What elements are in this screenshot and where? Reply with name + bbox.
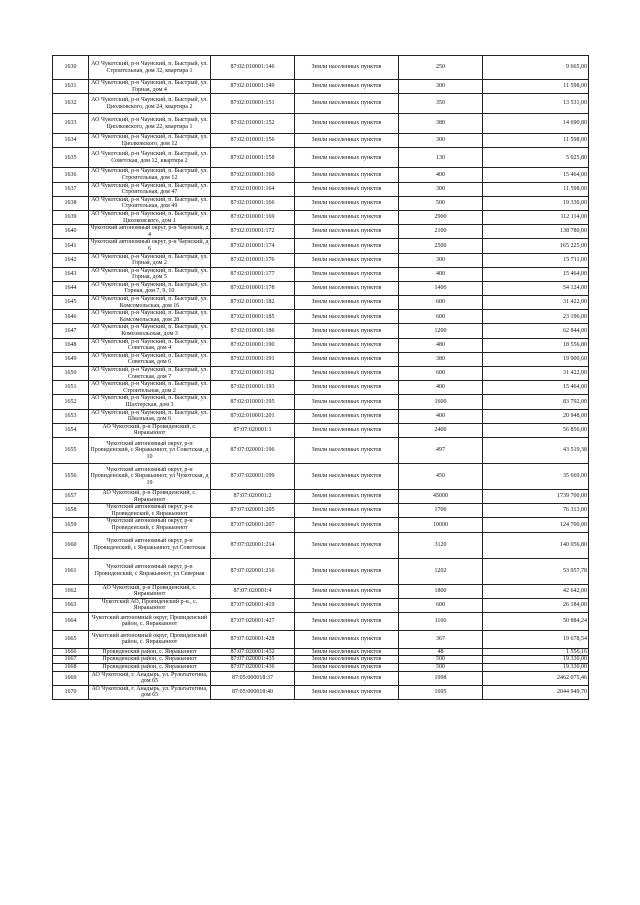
land-category-cell: Земли населенных пунктов [295,134,399,148]
area-cell: 400 [399,168,483,182]
row-number-cell: 1640 [53,225,89,239]
area-cell: 600 [399,598,483,612]
address-cell: АО Чукотский, р-н Чаунский, п. Быстрый, ул. Циолковского, дом 12 [89,134,211,148]
table-row [53,671,589,685]
address-cell: АО Чукотский, р-н Провиденский, с. Янракыннот [89,423,211,437]
land-category-cell: Земли населенных пунктов [295,310,399,324]
cadastral-value-cell: 15 711,00 [483,253,589,267]
cadastral-number-cell: 87:02:010001:185 [211,310,295,324]
area-cell: 500 [399,664,483,672]
cadastral-value-cell: 15 464,00 [483,381,589,395]
cadastral-number-cell: 87:02:010001:166 [211,196,295,210]
area-cell: 45000 [399,489,483,503]
land-category-cell: Земли населенных пунктов [295,114,399,134]
address-cell: АО Чукотский, р-н Чаунский, п. Быстрый, ул. Советская, дом 6 [89,352,211,366]
row-number-cell: 1632 [53,94,89,114]
land-category-cell: Земли населенных пунктов [295,423,399,437]
land-category-cell: Земли населенных пунктов [295,210,399,224]
cadastral-value-cell: 112 114,00 [483,210,589,224]
address-cell: АО Чукотский, р-н Чаунский, п. Быстрый, ул. Циолковского, дом 22, квартира 1 [89,114,211,134]
row-number-cell: 1667 [53,656,89,664]
table-row [53,423,589,437]
land-category-cell: Земли населенных пунктов [295,324,399,338]
cadastral-number-cell: 87:07:020001:419 [211,598,295,612]
land-category-cell: Земли населенных пунктов [295,463,399,489]
land-category-cell: Земли населенных пунктов [295,437,399,463]
land-category-cell: Земли населенных пунктов [295,296,399,310]
row-number-cell: 1643 [53,267,89,281]
address-cell: АО Чукотский, г. Анадырь, ул. Рультытегина, дом 65 [89,685,211,699]
cadastral-number-cell: 87:07:020001:205 [211,504,295,518]
cadastral-value-cell: 19 900,60 [483,352,589,366]
cadastral-value-cell: 19 330,00 [483,196,589,210]
address-cell: Чукотский автономный округ, р-н Провиденский, с Янракыннот [89,504,211,518]
cadastral-number-cell: 87:02:010001:169 [211,210,295,224]
address-cell: Чукотский автономный округ, р-н Провиденский, с Янракыннот, ул Северная [89,558,211,584]
cadastral-value-cell: 50 884,24 [483,612,589,630]
address-cell: АО Чукотский, р-н Чаунский, п. Быстрый, ул. Циолковского, дом 1 [89,210,211,224]
row-number-cell: 1641 [53,239,89,253]
cadastral-value-cell: 13 531,00 [483,94,589,114]
cadastral-value-cell: 35 669,00 [483,463,589,489]
area-cell: 48 [399,648,483,656]
row-number-cell: 1651 [53,381,89,395]
cadastral-number-cell: 87:07:020001:199 [211,463,295,489]
cadastral-value-cell: 124 700,00 [483,518,589,532]
row-number-cell: 1630 [53,56,89,80]
table-row [53,210,589,224]
table-body [53,56,589,700]
address-cell: АО Чукотский, г. Анадырь, ул. Рультытегина, дом 65 [89,671,211,685]
land-category-cell: Земли населенных пунктов [295,504,399,518]
address-cell: АО Чукотский, р-н Чаунский, п. Быстрый, ул. Горная, дом 7, 9, 10 [89,281,211,295]
address-cell: Чукотский АО, Провиденский р-н., с. Янракыннот [89,598,211,612]
table-row [53,395,589,409]
row-number-cell: 1637 [53,182,89,196]
area-cell: 1200 [399,324,483,338]
land-category-cell: Земли населенных пунктов [295,395,399,409]
land-category-cell: Земли населенных пунктов [295,267,399,281]
land-category-cell: Земли населенных пунктов [295,182,399,196]
area-cell: 1998 [399,671,483,685]
row-number-cell: 1652 [53,395,89,409]
land-category-cell: Земли населенных пунктов [295,489,399,503]
address-cell: Провиденский район, с. Янракыннот [89,656,211,664]
table-row [53,148,589,168]
table-row [53,518,589,532]
cadastral-number-cell: 87:02:010001:182 [211,296,295,310]
cadastral-value-cell: 53 957,78 [483,558,589,584]
cadastral-number-cell: 87:07:020001:214 [211,532,295,558]
cadastral-number-cell: 87:02:010001:156 [211,134,295,148]
address-cell: АО Чукотский, р-н Провиденский, с. Янракыннот [89,584,211,598]
cadastral-value-cell: 19 330,00 [483,656,589,664]
land-category-cell: Земли населенных пунктов [295,148,399,168]
table-row [53,598,589,612]
area-cell: 500 [399,656,483,664]
area-cell: 1166 [399,612,483,630]
cadastral-number-cell: 87:07:020001:435 [211,656,295,664]
area-cell: 600 [399,310,483,324]
address-cell: АО Чукотский, р-н Чаунский, п. Быстрый, ул. Строительная, дом 47 [89,182,211,196]
cadastral-number-cell: 87:02:010001:146 [211,56,295,80]
row-number-cell: 1634 [53,134,89,148]
area-cell: 380 [399,352,483,366]
address-cell: АО Чукотский, р-н Провиденский, с. Янракыннот [89,489,211,503]
table-row [53,182,589,196]
area-cell: 1400 [399,281,483,295]
cadastral-value-cell: 54 124,00 [483,281,589,295]
cadastral-number-cell: 87:02:010001:177 [211,267,295,281]
cadastral-value-cell: 20 948,00 [483,409,589,423]
area-cell: 2100 [399,225,483,239]
table-row [53,352,589,366]
land-category-cell: Земли населенных пунктов [295,352,399,366]
area-cell: 500 [399,196,483,210]
address-cell: АО Чукотский, р-н Чаунский, п. Быстрый, ул. Горная, дом 5 [89,267,211,281]
table-row [53,56,589,80]
land-category-cell: Земли населенных пунктов [295,648,399,656]
cadastral-number-cell: 87:07:020001:428 [211,630,295,648]
row-number-cell: 1635 [53,148,89,168]
table-row [53,367,589,381]
table-row [53,630,589,648]
land-category-cell: Земли населенных пунктов [295,225,399,239]
row-number-cell: 1653 [53,409,89,423]
row-number-cell: 1654 [53,423,89,437]
address-cell: Чукотский автономный округ, р-н Провиденский, с Янракыннот, ул Чукотская, д 19 [89,463,211,489]
cadastral-number-cell: 87:02:010001:178 [211,281,295,295]
land-category-cell: Земли населенных пунктов [295,664,399,672]
land-category-cell: Земли населенных пунктов [295,685,399,699]
cadastral-value-cell: 62 844,00 [483,324,589,338]
cadastral-value-cell: 31 422,00 [483,367,589,381]
address-cell: Чукотский автономный округ, р-н Провиденский, с Янракыннот, ул Советская [89,532,211,558]
cadastral-value-cell: 15 464,00 [483,168,589,182]
cadastral-value-cell: 26 184,00 [483,598,589,612]
address-cell: АО Чукотский, р-н Чаунский, п. Быстрый, ул. Строительная, дом 12 [89,168,211,182]
land-category-cell: Земли населенных пунктов [295,281,399,295]
table-row [53,338,589,352]
table-row [53,168,589,182]
cadastral-value-cell: 11 598,00 [483,182,589,196]
area-cell: 350 [399,94,483,114]
area-cell: 1600 [399,395,483,409]
cadastral-value-cell: 165 225,00 [483,239,589,253]
area-cell: 1695 [399,685,483,699]
cadastral-value-cell: 15 464,00 [483,267,589,281]
cadastral-value-cell: 140 056,80 [483,532,589,558]
address-cell: АО Чукотский, р-н Чаунский, п. Быстрый, ул. Циолковского, дом 24, квартира 2 [89,94,211,114]
table-row [53,489,589,503]
cadastral-value-cell: 14 690,80 [483,114,589,134]
table-row [53,584,589,598]
row-number-cell: 1638 [53,196,89,210]
land-category-cell: Земли населенных пунктов [295,656,399,664]
row-number-cell: 1646 [53,310,89,324]
row-number-cell: 1657 [53,489,89,503]
address-cell: АО Чукотский, р-н Чаунский, п. Быстрый, ул. Советская, дом 7 [89,367,211,381]
land-category-cell: Земли населенных пунктов [295,518,399,532]
land-category-cell: Земли населенных пунктов [295,168,399,182]
cadastral-value-cell: 2462 075,46 [483,671,589,685]
row-number-cell: 1649 [53,352,89,366]
address-cell: АО Чукотский, р-н Чаунский, п. Быстрый, ул. Советская, дом 12, квартира 2 [89,148,211,168]
area-cell: 1700 [399,504,483,518]
row-number-cell: 1656 [53,463,89,489]
address-cell: Чукотский автономный округ, р-н Провиденский, с Янракыннот [89,518,211,532]
row-number-cell: 1665 [53,630,89,648]
cadastral-value-cell: 42 642,00 [483,584,589,598]
cadastral-value-cell: 9 665,00 [483,56,589,80]
cadastral-value-cell: 2044 949,70 [483,685,589,699]
table-row [53,409,589,423]
row-number-cell: 1663 [53,598,89,612]
land-category-cell: Земли населенных пунктов [295,253,399,267]
row-number-cell: 1655 [53,437,89,463]
cadastral-value-cell: 83 792,00 [483,395,589,409]
area-cell: 300 [399,134,483,148]
address-cell: АО Чукотский, р-н Чаунский, п. Быстрый, ул. Строительная, дом 32, квартира 1 [89,56,211,80]
row-number-cell: 1658 [53,504,89,518]
land-category-cell: Земли населенных пунктов [295,630,399,648]
cadastral-number-cell: 87:02:010001:190 [211,338,295,352]
table-row [53,381,589,395]
cadastral-number-cell: 87:02:010001:191 [211,352,295,366]
row-number-cell: 1664 [53,612,89,630]
cadastral-number-cell: 87:07:020001:196 [211,437,295,463]
row-number-cell: 1647 [53,324,89,338]
table-row [53,504,589,518]
table-row [53,532,589,558]
address-cell: Провиденский район, с. Янракыннот [89,648,211,656]
area-cell: 300 [399,253,483,267]
row-number-cell: 1644 [53,281,89,295]
row-number-cell: 1661 [53,558,89,584]
address-cell: АО Чукотский, р-н Чаунский, п. Быстрый, ул. Комсомольская, дом 28 [89,310,211,324]
cadastral-value-cell: 18 556,80 [483,338,589,352]
land-category-cell: Земли населенных пунктов [295,612,399,630]
address-cell: АО Чукотский, р-н Чаунский, п. Быстрый, ул. Школьная, дом 6 [89,409,211,423]
area-cell: 2400 [399,423,483,437]
table-row [53,281,589,295]
cadastral-value-cell: 11 598,00 [483,80,589,94]
area-cell: 130 [399,148,483,168]
row-number-cell: 1668 [53,664,89,672]
table-row [53,296,589,310]
table-row [53,267,589,281]
address-cell: АО Чукотский, р-н Чаунский, п. Быстрый, ул. Горная, дом 4 [89,80,211,94]
cadastral-number-cell: 87:02:010001:193 [211,381,295,395]
address-cell: Чукотский автономный округ, Провиденский район, с. Янракыннот [89,630,211,648]
cadastral-value-cell: 1739 700,00 [483,489,589,503]
cadastral-number-cell: 87:07:020001:207 [211,518,295,532]
row-number-cell: 1650 [53,367,89,381]
cadastral-value-cell: 5 025,80 [483,148,589,168]
cadastral-number-cell: 87:02:010001:149 [211,80,295,94]
area-cell: 3120 [399,532,483,558]
area-cell: 1800 [399,584,483,598]
cadastral-value-cell: 56 856,00 [483,423,589,437]
row-number-cell: 1645 [53,296,89,310]
cadastral-number-cell: 87:07:020001:432 [211,648,295,656]
land-category-cell: Земли населенных пунктов [295,381,399,395]
row-number-cell: 1642 [53,253,89,267]
area-cell: 400 [399,267,483,281]
area-cell: 10000 [399,518,483,532]
cadastral-number-cell: 87:02:010001:160 [211,168,295,182]
area-cell: 300 [399,80,483,94]
address-cell: Чукотский автономный округ, р-н Чаунский, д 4 [90,225,209,238]
address-cell: АО Чукотский, р-н Чаунский, п. Быстрый, ул. Шахтерская, дом 3 [89,395,211,409]
land-category-cell: Земли населенных пунктов [295,532,399,558]
land-category-cell: Земли населенных пунктов [295,338,399,352]
cadastral-number-cell: 87:05:000018:37 [211,671,295,685]
row-number-cell: 1631 [53,80,89,94]
area-cell: 1202 [399,558,483,584]
address-cell: Провиденский район, с. Янракыннот [89,664,211,672]
cadastral-number-cell: 87:02:010001:172 [211,225,295,239]
land-category-cell: Земли населенных пунктов [295,598,399,612]
land-category-cell: Земли населенных пунктов [295,558,399,584]
cadastral-number-cell: 87:02:010001:164 [211,182,295,196]
area-cell: 400 [399,409,483,423]
cadastral-number-cell: 87:02:010001:195 [211,395,295,409]
table-row [53,664,589,672]
cadastral-value-cell: 19 678,54 [483,630,589,648]
area-cell: 2500 [399,239,483,253]
table-row [53,134,589,148]
cadastral-number-cell: 87:02:010001:174 [211,239,295,253]
cadastral-number-cell: 87:07:020001:436 [211,664,295,672]
area-cell: 367 [399,630,483,648]
cadastral-value-cell: 138 780,00 [483,225,589,239]
land-registry-table [52,55,589,700]
cadastral-number-cell: 87:07:020001:427 [211,612,295,630]
land-category-cell: Земли населенных пунктов [295,409,399,423]
row-number-cell: 1659 [53,518,89,532]
address-cell: Чукотский автономный округ, Провиденский район, с. Янракыннот [89,612,211,630]
land-category-cell: Земли населенных пунктов [295,239,399,253]
row-number-cell: 1666 [53,648,89,656]
table-row [53,656,589,664]
area-cell: 380 [399,114,483,134]
cadastral-value-cell: 43 519,38 [483,437,589,463]
area-cell: 400 [399,381,483,395]
area-cell: 300 [399,182,483,196]
cadastral-number-cell: 87:02:010001:158 [211,148,295,168]
cadastral-number-cell: 87:07:020001:1 [211,423,295,437]
cadastral-number-cell: 87:02:010001:176 [211,253,295,267]
table-row [53,225,589,239]
table-row [53,463,589,489]
table-row [53,558,589,584]
address-cell: Чукотский автономный округ, р-н Провиденский, с Янракыннот, ул Советская, д 10 [89,437,211,463]
address-cell: Чукотский автономный округ, р-н Чаунский, д 6 [90,239,209,252]
row-number-cell: 1662 [53,584,89,598]
cadastral-value-cell: 76 313,00 [483,504,589,518]
address-cell: АО Чукотский, р-н Чаунский, п. Быстрый, ул. Строительная, дом 49 [89,196,211,210]
row-number-cell: 1669 [53,671,89,685]
address-cell: АО Чукотский, р-н Чаунский, п. Быстрый, ул. Советская, дом 4 [89,338,211,352]
land-category-cell: Земли населенных пунктов [295,671,399,685]
row-number-cell: 1670 [53,685,89,699]
table-row [53,437,589,463]
cadastral-value-cell: 11 598,00 [483,134,589,148]
cadastral-number-cell: 87:05:000018:40 [211,685,295,699]
table-row [53,80,589,94]
cadastral-number-cell: 87:02:010001:152 [211,114,295,134]
address-cell: АО Чукотский, р-н Чаунский, п. Быстрый, ул. Строительная, дом 2 [89,381,211,395]
area-cell: 450 [399,463,483,489]
table-row [53,324,589,338]
table-row [53,310,589,324]
cadastral-number-cell: 87:07:020001:216 [211,558,295,584]
table-row [53,612,589,630]
area-cell: 600 [399,367,483,381]
land-category-cell: Земли населенных пунктов [295,196,399,210]
land-category-cell: Земли населенных пунктов [295,367,399,381]
table-row [53,648,589,656]
cadastral-value-cell: 31 422,00 [483,296,589,310]
land-category-cell: Земли населенных пунктов [295,94,399,114]
address-cell: АО Чукотский, р-н Чаунский, п. Быстрый, ул. Комсомольская, дом 16 [89,296,211,310]
area-cell: 2900 [399,210,483,224]
area-cell: 250 [399,56,483,80]
land-category-cell: Земли населенных пунктов [295,56,399,80]
address-cell: АО Чукотский, р-н Чаунский, п. Быстрый, ул. Горная, дом 2 [89,253,211,267]
cadastral-value-cell: 1 556,16 [483,648,589,656]
cadastral-value-cell: 23 196,00 [483,310,589,324]
area-cell: 497 [399,437,483,463]
land-category-cell: Земли населенных пунктов [295,584,399,598]
row-number-cell: 1648 [53,338,89,352]
table-row [53,253,589,267]
cadastral-number-cell: 87:07:020001:4 [211,584,295,598]
table-row [53,685,589,699]
row-number-cell: 1633 [53,114,89,134]
table-row [53,114,589,134]
cadastral-number-cell: 87:02:010001:192 [211,367,295,381]
table-row [53,239,589,253]
table-row [53,196,589,210]
cadastral-number-cell: 87:02:010001:186 [211,324,295,338]
land-category-cell: Земли населенных пунктов [295,80,399,94]
cadastral-number-cell: 87:07:020001:2 [211,489,295,503]
row-number-cell: 1636 [53,168,89,182]
row-number-cell: 1639 [53,210,89,224]
cadastral-number-cell: 87:02:010001:201 [211,409,295,423]
cadastral-value-cell: 19 330,00 [483,664,589,672]
area-cell: 480 [399,338,483,352]
address-cell: АО Чукотский, р-н Чаунский, п. Быстрый, ул. Комсомольская, дом 3 [89,324,211,338]
area-cell: 600 [399,296,483,310]
row-number-cell: 1660 [53,532,89,558]
cadastral-number-cell: 87:02:010001:151 [211,94,295,114]
table-row [53,94,589,114]
